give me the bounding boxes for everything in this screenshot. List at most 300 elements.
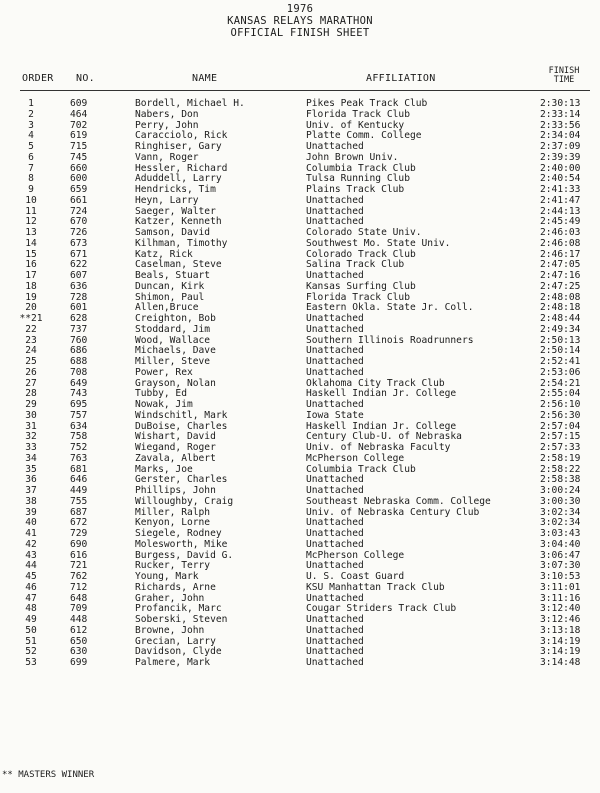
finish-time: 2:46:08	[540, 237, 581, 249]
bib-number: 690	[70, 538, 88, 550]
table-row	[0, 271, 600, 282]
runner-name: Nowak, Jim	[135, 399, 193, 410]
finish-time: 2:41:33	[540, 184, 581, 195]
runner-name: Marks, Joe	[135, 463, 193, 475]
table-row	[0, 518, 600, 529]
table-row	[0, 260, 600, 271]
bib-number: 709	[70, 603, 88, 615]
finish-order: 48	[25, 603, 37, 615]
bib-number: 758	[70, 431, 88, 443]
runner-name: Hessler, Richard	[135, 162, 228, 174]
finish-order: 26	[25, 366, 37, 378]
affiliation: Salina Track Club	[306, 259, 405, 271]
bib-number: 673	[70, 237, 88, 249]
table-row	[0, 153, 600, 164]
bib-number: 659	[70, 184, 88, 195]
finish-order: 53	[25, 657, 37, 668]
finish-order: 6	[28, 151, 34, 163]
finish-time: 3:03:43	[540, 528, 581, 539]
table-row	[0, 486, 600, 497]
affiliation: Columbia Track Club	[306, 463, 416, 475]
table-row	[0, 110, 600, 121]
finish-order: 13	[25, 227, 37, 238]
table-row	[0, 497, 600, 508]
finish-order: 22	[25, 323, 37, 335]
runner-name: Young, Mark	[135, 571, 199, 582]
table-row	[0, 615, 600, 626]
finish-time: 2:40:54	[540, 173, 581, 185]
column-header-finish-time	[534, 67, 594, 85]
table-row	[0, 561, 600, 572]
affiliation: McPherson College	[306, 452, 405, 464]
bib-number: 671	[70, 248, 88, 260]
finish-time: 2:46:17	[540, 248, 581, 260]
finish-time: 2:54:21	[540, 377, 581, 389]
footnote: ** MASTERS WINNER	[2, 770, 95, 780]
runner-name: Miller, Ralph	[135, 506, 211, 518]
affiliation: Florida Track Club	[306, 291, 410, 303]
bib-number: 660	[70, 162, 88, 174]
runner-name: Shimon, Paul	[135, 291, 205, 303]
affiliation: Unattached	[306, 194, 364, 206]
bib-number: 686	[70, 345, 88, 357]
finish-order: 38	[25, 495, 37, 507]
affiliation: Eastern Okla. State Jr. Coll.	[306, 302, 474, 314]
bib-number: 757	[70, 409, 88, 421]
finish-time: 3:14:19	[540, 635, 581, 647]
table-row	[0, 250, 600, 261]
table-row	[0, 400, 600, 411]
runner-name: Windschitl, Mark	[135, 409, 228, 421]
table-row	[0, 432, 600, 443]
affiliation: Plains Track Club	[306, 184, 405, 195]
bib-number: 755	[70, 495, 88, 507]
finish-order: 40	[25, 517, 37, 529]
finish-order: 45	[25, 571, 37, 582]
bib-number: 622	[70, 259, 88, 271]
finish-time: 2:47:16	[540, 270, 581, 281]
finish-order: 43	[25, 549, 37, 561]
affiliation: Unattached	[306, 528, 364, 539]
finish-order: 11	[25, 205, 37, 217]
table-row	[0, 293, 600, 304]
affiliation: Oklahoma City Track Club	[306, 377, 445, 389]
affiliation: Colorado State Univ.	[306, 227, 422, 238]
bib-number: 607	[70, 270, 88, 281]
affiliation: Unattached	[306, 313, 364, 324]
finish-time: 3:14:48	[540, 657, 581, 668]
bib-number: 628	[70, 313, 88, 324]
column-header-order: ORDER	[22, 73, 54, 84]
finish-order: 17	[25, 270, 37, 281]
affiliation: U. S. Coast Guard	[306, 571, 405, 582]
affiliation: Unattached	[306, 216, 364, 228]
finish-time: 2:33:56	[540, 119, 581, 131]
bib-number: 449	[70, 485, 88, 496]
finish-order: 18	[25, 280, 37, 292]
runner-name: DuBoise, Charles	[135, 420, 228, 432]
runner-name: Aduddell, Larry	[135, 173, 222, 185]
finish-time: 2:53:06	[540, 366, 581, 378]
bib-number: 743	[70, 388, 88, 400]
finish-order: 16	[25, 259, 37, 271]
table-row	[0, 508, 600, 519]
document-subtitle: OFFICIAL FINISH SHEET	[230, 27, 370, 39]
table-row	[0, 379, 600, 390]
finish-time: 2:58:22	[540, 463, 581, 475]
finish-order: 33	[25, 442, 37, 453]
affiliation: Southwest Mo. State Univ.	[306, 237, 451, 249]
finish-order: 5	[28, 141, 34, 152]
affiliation: Unattached	[306, 592, 364, 604]
table-row	[0, 228, 600, 239]
finish-time: 2:46:03	[540, 227, 581, 238]
document-title: KANSAS RELAYS MARATHON	[227, 15, 373, 27]
finish-time: 2:48:44	[540, 313, 581, 324]
affiliation: Unattached	[306, 635, 364, 647]
finish-order: 51	[25, 635, 37, 647]
runner-name: Burgess, David G.	[135, 549, 234, 561]
bib-number: 708	[70, 366, 88, 378]
runner-name: Perry, John	[135, 119, 199, 131]
bib-number: 715	[70, 141, 88, 152]
finish-order: 29	[25, 399, 37, 410]
table-row	[0, 325, 600, 336]
finish-time: 2:41:47	[540, 194, 581, 206]
table-row	[0, 389, 600, 400]
finish-order: 4	[28, 130, 34, 142]
runner-name: Stoddard, Jim	[135, 323, 211, 335]
table-row	[0, 282, 600, 293]
runner-name: Samson, David	[135, 227, 211, 238]
finish-time: 2:49:34	[540, 323, 581, 335]
finish-order: 49	[25, 614, 37, 625]
finish-header-line2: TIME	[553, 75, 575, 85]
finish-order: 37	[25, 485, 37, 496]
runner-name: Duncan, Kirk	[135, 280, 205, 292]
bib-number: 702	[70, 119, 88, 131]
table-row	[0, 207, 600, 218]
finish-order: 12	[25, 216, 37, 228]
runner-name: Vann, Roger	[135, 151, 199, 163]
bib-number: 687	[70, 506, 88, 518]
finish-time: 2:55:04	[540, 388, 581, 400]
table-row	[0, 475, 600, 486]
bib-number: 729	[70, 528, 88, 539]
affiliation: Kansas Surfing Club	[306, 280, 416, 292]
finish-order: 9	[28, 184, 34, 195]
finish-time: 2:30:13	[540, 98, 581, 109]
finish-time: 2:33:14	[540, 108, 581, 120]
affiliation: Platte Comm. College	[306, 130, 422, 142]
runner-name: Ringhiser, Gary	[135, 141, 222, 152]
bib-number: 612	[70, 624, 88, 636]
runner-name: Allen,Bruce	[135, 302, 199, 314]
table-row	[0, 368, 600, 379]
affiliation: Century Club-U. of Nebraska	[306, 431, 462, 443]
bib-number: 634	[70, 420, 88, 432]
bib-number: 752	[70, 442, 88, 453]
bib-number: 762	[70, 571, 88, 582]
finish-order: **21	[19, 313, 43, 324]
finish-time: 2:57:15	[540, 431, 581, 443]
affiliation: Unattached	[306, 270, 364, 281]
runner-name: Heyn, Larry	[135, 194, 199, 206]
finish-order: 47	[25, 592, 37, 604]
affiliation: Colorado Track Club	[306, 248, 416, 260]
table-row	[0, 411, 600, 422]
finish-header-line1: FINISH	[548, 66, 580, 76]
affiliation: Columbia Track Club	[306, 162, 416, 174]
table-row	[0, 529, 600, 540]
finish-order: 8	[28, 173, 34, 185]
affiliation: Unattached	[306, 356, 364, 367]
runner-name: Browne, John	[135, 624, 205, 636]
table-row	[0, 647, 600, 658]
table-row	[0, 637, 600, 648]
affiliation: McPherson College	[306, 549, 405, 561]
runner-name: Power, Rex	[135, 366, 193, 378]
table-row	[0, 422, 600, 433]
finish-time: 3:00:24	[540, 485, 581, 496]
bib-number: 721	[70, 560, 88, 572]
finish-time: 2:44:13	[540, 205, 581, 217]
runner-name: Wiegand, Roger	[135, 442, 216, 453]
affiliation: Unattached	[306, 614, 364, 625]
column-header-affiliation: AFFILIATION	[366, 73, 436, 84]
table-row	[0, 174, 600, 185]
finish-order: 28	[25, 388, 37, 400]
header-divider	[20, 90, 590, 91]
finish-order: 41	[25, 528, 37, 539]
finish-order: 36	[25, 474, 37, 486]
finish-time: 2:47:25	[540, 280, 581, 292]
finish-time: 3:04:40	[540, 538, 581, 550]
table-row	[0, 626, 600, 637]
table-row	[0, 465, 600, 476]
runner-name: Phillips, John	[135, 485, 216, 496]
finish-order: 30	[25, 409, 37, 421]
table-row	[0, 454, 600, 465]
affiliation: Univ. of Nebraska Century Club	[306, 506, 480, 518]
runner-name: Tubby, Ed	[135, 388, 187, 400]
finish-order: 39	[25, 506, 37, 518]
runner-name: Wishart, David	[135, 431, 216, 443]
finish-order: 19	[25, 291, 37, 303]
table-row	[0, 604, 600, 615]
affiliation: Unattached	[306, 366, 364, 378]
runner-name: Grayson, Nolan	[135, 377, 216, 389]
bib-number: 661	[70, 194, 88, 206]
runner-name: Kilhman, Timothy	[135, 237, 228, 249]
table-row	[0, 346, 600, 357]
table-row	[0, 314, 600, 325]
runner-name: Wood, Wallace	[135, 334, 211, 346]
table-row	[0, 658, 600, 669]
finish-time: 2:56:10	[540, 399, 581, 410]
affiliation: Unattached	[306, 141, 364, 152]
affiliation: Unattached	[306, 657, 364, 668]
finish-time: 2:57:33	[540, 442, 581, 453]
bib-number: 712	[70, 581, 88, 593]
affiliation: Univ. of Nebraska Faculty	[306, 442, 451, 453]
runner-name: Caselman, Steve	[135, 259, 222, 271]
bib-number: 737	[70, 323, 88, 335]
runner-name: Molesworth, Mike	[135, 538, 228, 550]
affiliation: Unattached	[306, 399, 364, 410]
bib-number: 601	[70, 302, 88, 314]
runner-name: Graher, John	[135, 592, 205, 604]
table-row	[0, 142, 600, 153]
finish-order: 14	[25, 237, 37, 249]
table-row	[0, 594, 600, 605]
bib-number: 648	[70, 592, 88, 604]
finish-time: 2:48:18	[540, 302, 581, 314]
bib-number: 699	[70, 657, 88, 668]
bib-number: 448	[70, 614, 88, 625]
runner-name: Zavala, Albert	[135, 452, 216, 464]
finish-time: 2:48:08	[540, 291, 581, 303]
finish-time: 2:47:05	[540, 259, 581, 271]
table-row	[0, 572, 600, 583]
table-row	[0, 540, 600, 551]
finish-time: 2:39:39	[540, 151, 581, 163]
runner-name: Profancik, Marc	[135, 603, 222, 615]
finish-time: 3:12:40	[540, 603, 581, 615]
runner-name: Michaels, Dave	[135, 345, 216, 357]
table-row	[0, 99, 600, 110]
finish-order: 35	[25, 463, 37, 475]
document-year: 1976	[286, 3, 314, 15]
runner-name: Siegele, Rodney	[135, 528, 222, 539]
finish-order: 50	[25, 624, 37, 636]
affiliation: KSU Manhattan Track Club	[306, 581, 445, 593]
results-table	[0, 99, 600, 669]
affiliation: Southern Illinois Roadrunners	[306, 334, 474, 346]
affiliation: Florida Track Club	[306, 108, 410, 120]
runner-name: Grecian, Larry	[135, 635, 216, 647]
finish-time: 2:56:30	[540, 409, 581, 421]
finish-order: 27	[25, 377, 37, 389]
table-row	[0, 164, 600, 175]
table-row	[0, 357, 600, 368]
runner-name: Kenyon, Lorne	[135, 517, 211, 529]
finish-order: 44	[25, 560, 37, 572]
table-row	[0, 583, 600, 594]
affiliation: Unattached	[306, 485, 364, 496]
finish-time: 3:10:53	[540, 571, 581, 582]
table-row	[0, 131, 600, 142]
finish-time: 2:52:41	[540, 356, 581, 367]
bib-number: 616	[70, 549, 88, 561]
runner-name: Bordell, Michael H.	[135, 98, 245, 109]
finish-order: 3	[28, 119, 34, 131]
affiliation: Haskell Indian Jr. College	[306, 388, 457, 400]
table-row	[0, 217, 600, 228]
bib-number: 636	[70, 280, 88, 292]
bib-number: 464	[70, 108, 88, 120]
runner-name: Beals, Stuart	[135, 270, 211, 281]
bib-number: 763	[70, 452, 88, 464]
finish-order: 42	[25, 538, 37, 550]
finish-order: 34	[25, 452, 37, 464]
runner-name: Saeger, Walter	[135, 205, 216, 217]
runner-name: Davidson, Clyde	[135, 646, 222, 658]
column-header-no: NO.	[76, 73, 95, 84]
table-row	[0, 196, 600, 207]
runner-name: Creighton, Bob	[135, 313, 216, 324]
finish-order: 31	[25, 420, 37, 432]
finish-time: 2:50:13	[540, 334, 581, 346]
affiliation: John Brown Univ.	[306, 151, 399, 163]
finish-time: 2:50:14	[540, 345, 581, 357]
affiliation: Unattached	[306, 323, 364, 335]
runner-name: Palmere, Mark	[135, 657, 211, 668]
runner-name: Miller, Steve	[135, 356, 211, 367]
bib-number: 670	[70, 216, 88, 228]
finish-time: 3:06:47	[540, 549, 581, 561]
bib-number: 695	[70, 399, 88, 410]
finish-time: 2:37:09	[540, 141, 581, 152]
affiliation: Unattached	[306, 646, 364, 658]
finish-order: 23	[25, 334, 37, 346]
finish-time: 3:12:46	[540, 614, 581, 625]
bib-number: 672	[70, 517, 88, 529]
affiliation: Unattached	[306, 517, 364, 529]
finish-time: 2:58:19	[540, 452, 581, 464]
affiliation: Unattached	[306, 205, 364, 217]
finish-time: 2:40:00	[540, 162, 581, 174]
affiliation: Iowa State	[306, 409, 364, 421]
finish-time: 3:00:30	[540, 495, 581, 507]
affiliation: Unattached	[306, 474, 364, 486]
affiliation: Haskell Indian Jr. College	[306, 420, 457, 432]
runner-name: Rucker, Terry	[135, 560, 211, 572]
bib-number: 609	[70, 98, 88, 109]
affiliation: Unattached	[306, 345, 364, 357]
finish-order: 7	[28, 162, 34, 174]
bib-number: 619	[70, 130, 88, 142]
runner-name: Hendricks, Tim	[135, 184, 216, 195]
affiliation: Pikes Peak Track Club	[306, 98, 428, 109]
finish-order: 32	[25, 431, 37, 443]
bib-number: 646	[70, 474, 88, 486]
affiliation: Unattached	[306, 560, 364, 572]
bib-number: 728	[70, 291, 88, 303]
runner-name: Nabers, Don	[135, 108, 199, 120]
affiliation: Unattached	[306, 538, 364, 550]
affiliation: Univ. of Kentucky	[306, 119, 405, 131]
table-row	[0, 185, 600, 196]
finish-order: 46	[25, 581, 37, 593]
finish-time: 3:14:19	[540, 646, 581, 658]
runner-name: Gerster, Charles	[135, 474, 228, 486]
finish-time: 2:57:04	[540, 420, 581, 432]
finish-time: 3:07:30	[540, 560, 581, 572]
affiliation: Cougar Striders Track Club	[306, 603, 457, 615]
table-row	[0, 336, 600, 347]
runner-name: Caracciolo, Rick	[135, 130, 228, 142]
table-row	[0, 239, 600, 250]
runner-name: Soberski, Steven	[135, 614, 228, 625]
finish-time: 3:11:01	[540, 581, 581, 593]
finish-order: 1	[28, 98, 34, 109]
bib-number: 650	[70, 635, 88, 647]
bib-number: 724	[70, 205, 88, 217]
affiliation: Tulsa Running Club	[306, 173, 410, 185]
bib-number: 681	[70, 463, 88, 475]
finish-time: 2:58:38	[540, 474, 581, 486]
